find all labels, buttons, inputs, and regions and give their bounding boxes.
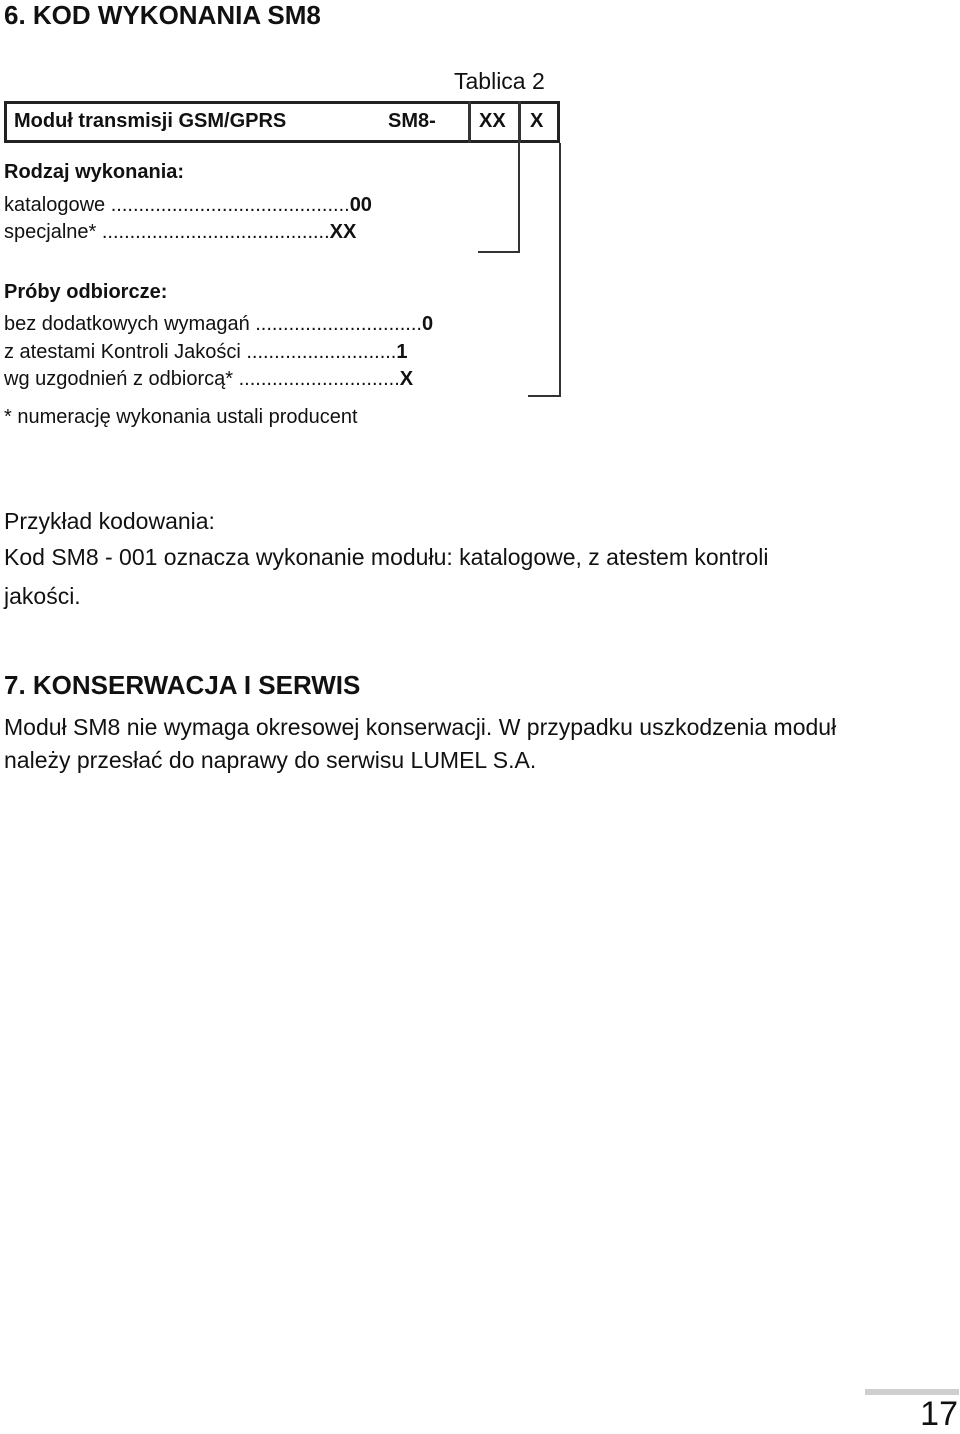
proby-item-uzgodnien xyxy=(4,368,413,391)
page-number: 17 xyxy=(920,1395,958,1433)
item-label: wg uzgodnień z odbiorcą* xyxy=(4,368,239,390)
example-title: Przykład kodowania: xyxy=(4,508,215,534)
proby-item-atestami xyxy=(4,341,407,364)
section-7-line-1: Moduł SM8 nie wymaga okresowej konserwacji. W przypadku uszkodzenia moduł xyxy=(4,714,837,740)
item-code: 0 xyxy=(421,313,434,335)
section-6-title: 6. KOD WYKONANIA SM8 xyxy=(4,0,321,30)
code-xx: XX xyxy=(479,110,506,132)
item-dots: .............................. xyxy=(255,313,422,335)
example-line-1: Kod SM8 - 001 oznacza wykonanie modułu: katalogowe, z atestem kontroli xyxy=(4,544,769,570)
header-divider xyxy=(468,101,471,143)
item-code: XX xyxy=(329,221,357,243)
connector-line-x xyxy=(559,143,561,397)
item-label: bez dodatkowych wymagań xyxy=(4,313,256,335)
rodzaj-title: Rodzaj wykonania: xyxy=(4,161,185,183)
item-label: katalogowe xyxy=(4,194,111,216)
proby-title: Próby odbiorcze: xyxy=(4,281,168,303)
example-line-2: jakości. xyxy=(4,583,81,609)
table-caption: Tablica 2 xyxy=(454,68,545,94)
item-code: 00 xyxy=(349,194,372,216)
item-label: z atestami Kontroli Jakości xyxy=(4,341,247,363)
proby-item-bez xyxy=(4,313,433,336)
item-dots: ........................... xyxy=(246,341,397,363)
connector-line-x-foot xyxy=(528,395,561,397)
connector-line-xx xyxy=(518,143,520,253)
item-dots: ............................. xyxy=(238,368,400,390)
module-label: Moduł transmisji GSM/GPRS xyxy=(14,110,287,132)
code-x: X xyxy=(530,110,544,132)
rodzaj-item-specjalne xyxy=(4,221,356,244)
item-dots: ......................................... xyxy=(101,221,330,243)
code-prefix: SM8- xyxy=(388,110,436,132)
rodzaj-item-katalogowe xyxy=(4,194,372,217)
connector-line-xx-foot xyxy=(478,251,520,253)
footnote: * numerację wykonania ustali producent xyxy=(4,406,358,428)
section-7-title: 7. KONSERWACJA I SERWIS xyxy=(4,670,361,700)
header-divider xyxy=(518,101,521,143)
item-code: 1 xyxy=(396,341,408,363)
section-7-line-2: należy przesłać do naprawy do serwisu LUMEL S.A. xyxy=(4,747,537,773)
item-dots: ........................................... xyxy=(110,194,350,216)
item-code: X xyxy=(399,368,414,390)
item-label: specjalne* xyxy=(4,221,102,243)
